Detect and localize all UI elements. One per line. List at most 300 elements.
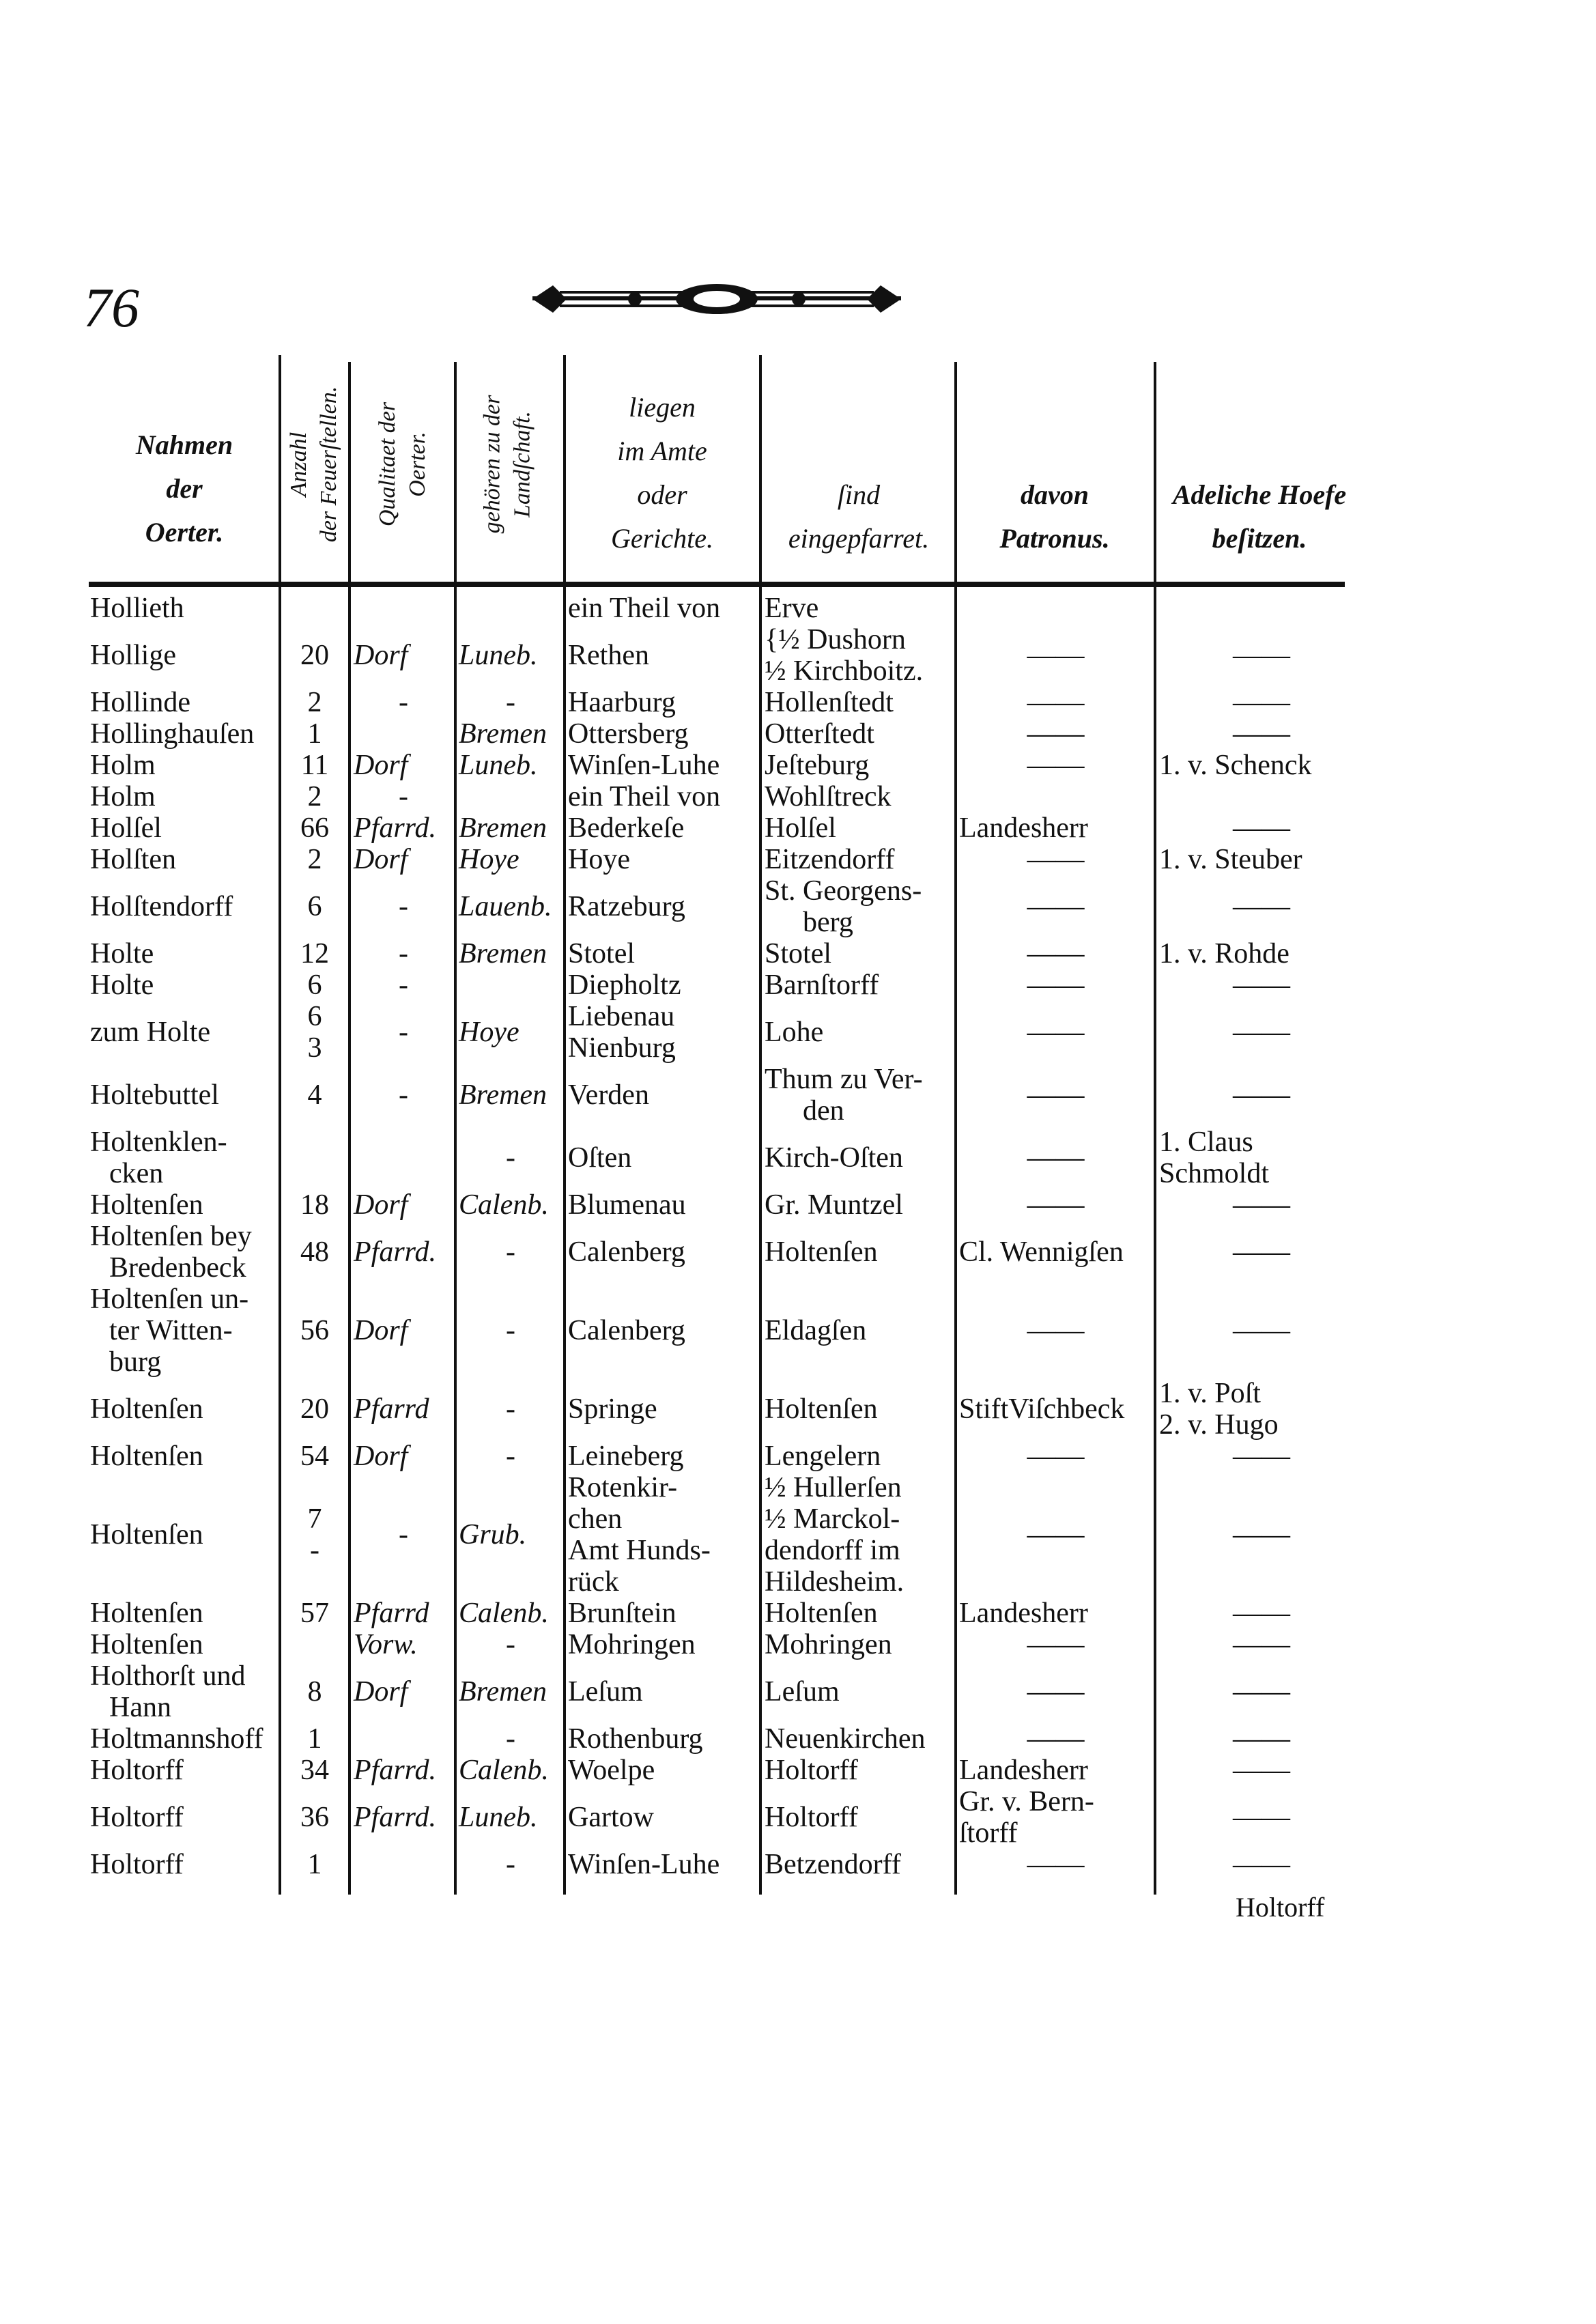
cell-line: —— [1233, 1629, 1290, 1660]
cell-hearths [283, 1723, 347, 1755]
cell-line: 4 [307, 1079, 322, 1111]
cell-line: Hann [109, 1692, 171, 1723]
header-amt-line2: im Amte [617, 436, 707, 466]
cell-parish [765, 687, 953, 718]
cell-name [90, 1079, 276, 1111]
cell-name [90, 1126, 276, 1189]
cell-province [459, 844, 562, 875]
cell-line: Kirch-Oſten [765, 1142, 903, 1174]
cell-line: Landesherr [959, 1598, 1088, 1629]
cell-line: - [506, 1849, 515, 1880]
cell-quality [354, 687, 453, 718]
cell-line: 7 [307, 1503, 322, 1535]
cell-line: 6 [307, 1001, 322, 1032]
cell-line: —— [1233, 640, 1290, 671]
cell-line: Leineberg [568, 1441, 684, 1472]
cell-quality [354, 750, 453, 781]
cell-line: Hollige [90, 640, 176, 671]
cell-hearths [283, 1001, 347, 1064]
cell-line: Hollenſtedt [765, 687, 894, 718]
cell-amt [568, 812, 758, 844]
cell-line: Brunſtein [568, 1598, 676, 1629]
header-quality [352, 362, 454, 567]
cell-line: Thum zu Ver- [765, 1064, 923, 1095]
cell-line: Landesherr [959, 1755, 1088, 1786]
cell-line: - [399, 1519, 408, 1550]
cell-line: Bremen [459, 938, 547, 969]
cell-line: den [803, 1095, 844, 1126]
cell-amt [568, 1802, 758, 1833]
cell-line: 48 [300, 1236, 329, 1268]
cell-parish [765, 1017, 953, 1048]
cell-patron [959, 640, 1152, 671]
cell-noble [1159, 1519, 1364, 1550]
cell-hearths [283, 1802, 347, 1833]
cell-name [90, 812, 276, 844]
cell-line: - [399, 687, 408, 718]
cell-name [90, 1598, 276, 1629]
cell-line: Pfarrd [354, 1598, 429, 1629]
cell-line: Hoye [459, 844, 519, 875]
cell-line: Holſtendorff [90, 891, 233, 922]
cell-amt [568, 1393, 758, 1425]
cell-noble [1159, 1755, 1364, 1786]
cell-noble [1159, 1236, 1364, 1268]
cell-parish [765, 781, 953, 812]
cell-amt [568, 1441, 758, 1472]
header-name-line3: Oerter. [145, 517, 224, 548]
cell-patron [959, 891, 1152, 922]
cell-noble [1159, 1676, 1364, 1707]
cell-line: Luneb. [459, 750, 538, 781]
cell-name [90, 1284, 276, 1378]
header-amt-line1: liegen [629, 392, 696, 423]
cell-line: 11 [300, 750, 329, 781]
cell-parish [765, 1676, 953, 1707]
cell-name [90, 891, 276, 922]
cell-line: —— [1027, 718, 1085, 750]
cell-noble [1159, 1126, 1364, 1189]
cell-line: Holtenſen [90, 1519, 203, 1550]
cell-parish [765, 1629, 953, 1660]
cell-line: Holte [90, 938, 154, 969]
cell-line: 1. v. Poſt [1159, 1378, 1261, 1409]
cell-line: Oſten [568, 1142, 632, 1174]
cell-line: - [399, 938, 408, 969]
cell-patron [959, 1723, 1152, 1755]
cell-noble [1159, 1017, 1364, 1048]
cell-line: Holtenſen un- [90, 1284, 249, 1315]
cell-amt [568, 750, 758, 781]
cell-parish [765, 1472, 953, 1598]
cell-line: Holtorff [90, 1802, 184, 1833]
cell-line: Bremen [459, 812, 547, 844]
cell-line: Calenb. [459, 1598, 549, 1629]
cell-province [459, 1802, 562, 1833]
cell-quality [354, 781, 453, 812]
cell-line: Holſel [765, 812, 836, 844]
cell-line: —— [1233, 1236, 1290, 1268]
cell-parish [765, 1393, 953, 1425]
cell-province [459, 1142, 562, 1174]
cell-line: Schmoldt [1159, 1158, 1270, 1189]
cell-amt [568, 781, 758, 812]
cell-province [459, 1315, 562, 1346]
cell-line: —— [1233, 1519, 1290, 1550]
cell-line: Luneb. [459, 1802, 538, 1833]
cell-line: 18 [300, 1189, 329, 1221]
cell-line: chen [568, 1503, 623, 1535]
cell-line: - [399, 891, 408, 922]
cell-line: —— [1027, 938, 1085, 969]
cell-amt [568, 1723, 758, 1755]
cell-line: Haarburg [568, 687, 676, 718]
cell-line: —— [1233, 1079, 1290, 1111]
cell-line: Holtenſen [90, 1598, 203, 1629]
cell-name [90, 781, 276, 812]
cell-line: - [506, 1723, 515, 1755]
cell-line: Rotenkir- [568, 1472, 678, 1503]
cell-line: cken [109, 1158, 164, 1189]
header-hearths-line1: Anzahl [286, 431, 312, 497]
cell-line: Dorf [354, 1441, 408, 1472]
cell-line: Calenb. [459, 1189, 549, 1221]
cell-line: Mohringen [568, 1629, 696, 1660]
cell-line: 3 [307, 1032, 322, 1064]
cell-line: Eitzendorff [765, 844, 895, 875]
cell-hearths [283, 1079, 347, 1111]
cell-line: Holtenſen [765, 1236, 878, 1268]
cell-line: Bremen [459, 718, 547, 750]
cell-quality [354, 844, 453, 875]
cell-name [90, 1849, 276, 1880]
cell-line: —— [1233, 718, 1290, 750]
cell-line: —— [1233, 812, 1290, 844]
cell-line: Diepholtz [568, 969, 681, 1001]
cell-patron [959, 1849, 1152, 1880]
cell-noble [1159, 812, 1364, 844]
cell-line: Winſen-Luhe [568, 750, 720, 781]
cell-hearths [283, 687, 347, 718]
header-parish-line2: eingepfarret. [788, 523, 930, 554]
cell-line: Ottersberg [568, 718, 689, 750]
header-parish-line1: ſind [837, 479, 881, 510]
column-rule-5 [759, 355, 762, 1895]
cell-line: Grub. [459, 1519, 527, 1550]
cell-name [90, 1393, 276, 1425]
cell-line: - [506, 1393, 515, 1425]
cell-line: —— [1027, 1629, 1085, 1660]
cell-line: Calenb. [459, 1755, 549, 1786]
cell-line: - [399, 1017, 408, 1048]
cell-parish [765, 1189, 953, 1221]
cell-line: —— [1027, 844, 1085, 875]
cell-line: StiftViſchbeck [959, 1393, 1125, 1425]
cell-patron [959, 969, 1152, 1001]
cell-line: Pfarrd. [354, 1755, 436, 1786]
header-rule [89, 582, 1345, 587]
cell-name [90, 1441, 276, 1472]
cell-line: Gr. v. Bern- [959, 1786, 1094, 1817]
cell-name [90, 1017, 276, 1048]
cell-amt [568, 969, 758, 1001]
cell-province [459, 718, 562, 750]
cell-quality [354, 969, 453, 1001]
cell-line: Hollinde [90, 687, 190, 718]
cell-line: Rothenburg [568, 1723, 703, 1755]
cell-province [459, 1393, 562, 1425]
cell-noble [1159, 1723, 1364, 1755]
cell-line: —— [1233, 1598, 1290, 1629]
cell-line: Calenberg [568, 1236, 685, 1268]
cell-noble [1159, 687, 1364, 718]
cell-province [459, 1723, 562, 1755]
cell-line: 2 [307, 844, 322, 875]
cell-line: Blumenau [568, 1189, 686, 1221]
cell-line: —— [1027, 969, 1085, 1001]
cell-line: zum Holte [90, 1017, 211, 1048]
cell-line: Holtenſen [90, 1629, 203, 1660]
cell-hearths [283, 1441, 347, 1472]
cell-hearths [283, 1315, 347, 1346]
cell-patron [959, 718, 1152, 750]
cell-name [90, 1723, 276, 1755]
header-province [456, 362, 558, 567]
cell-name [90, 1629, 276, 1660]
cell-line: —— [1233, 1441, 1290, 1472]
cell-line: —— [1233, 687, 1290, 718]
cell-line: Dorf [354, 1315, 408, 1346]
cell-province [459, 1849, 562, 1880]
cell-name [90, 844, 276, 875]
cell-line: Gr. Muntzel [765, 1189, 903, 1221]
cell-hearths [283, 640, 347, 671]
cell-line: Ratzeburg [568, 891, 685, 922]
cell-line: Holtenklen- [90, 1126, 227, 1158]
cell-quality [354, 1079, 453, 1111]
cell-name [90, 750, 276, 781]
cell-line: ein Theil von [568, 781, 721, 812]
header-parish [763, 473, 954, 561]
cell-name [90, 969, 276, 1001]
cell-line: Holtenſen [765, 1598, 878, 1629]
cell-hearths [283, 1676, 347, 1707]
cell-line: Luneb. [459, 640, 538, 671]
cell-line: Holthorſt und [90, 1660, 246, 1692]
cell-line: Otterſtedt [765, 718, 874, 750]
cell-province [459, 1519, 562, 1550]
cell-hearths [283, 1849, 347, 1880]
cell-line: - [506, 1142, 515, 1174]
cell-noble [1159, 1189, 1364, 1221]
cell-amt [568, 718, 758, 750]
cell-line: Eldagſen [765, 1315, 867, 1346]
cell-noble [1159, 718, 1364, 750]
header-name [96, 423, 273, 554]
cell-line: Holtenſen bey [90, 1221, 252, 1252]
cell-line: Springe [568, 1393, 657, 1425]
cell-line: —— [1027, 1849, 1085, 1880]
cell-patron [959, 1598, 1152, 1629]
cell-line: —— [1027, 1079, 1085, 1111]
cell-line: Stotel [765, 938, 832, 969]
cell-amt [568, 1189, 758, 1221]
cell-amt [568, 844, 758, 875]
cell-line: —— [1233, 1802, 1290, 1833]
cell-amt [568, 1142, 758, 1174]
cell-line: Lauenb. [459, 891, 552, 922]
cell-line: 6 [307, 891, 322, 922]
cell-line: Leſum [568, 1676, 643, 1707]
cell-quality [354, 1393, 453, 1425]
header-amt-line3: oder [637, 479, 687, 510]
cell-line: Vorw. [354, 1629, 418, 1660]
cell-quality [354, 1189, 453, 1221]
cell-line: 54 [300, 1441, 329, 1472]
cell-province [459, 1236, 562, 1268]
cell-patron [959, 1676, 1152, 1707]
cell-line: —— [1233, 1017, 1290, 1048]
cell-patron [959, 1755, 1152, 1786]
cell-line: Betzendorff [765, 1849, 901, 1880]
cell-line: Dorf [354, 1189, 408, 1221]
cell-line: Holtebuttel [90, 1079, 219, 1111]
cell-parish [765, 1849, 953, 1880]
cell-line: Holtenſen [90, 1189, 203, 1221]
cell-line: Bredenbeck [109, 1252, 246, 1284]
cell-line: —— [1233, 1676, 1290, 1707]
cell-line: Holm [90, 781, 156, 812]
cell-parish [765, 1441, 953, 1472]
cell-line: Lohe [765, 1017, 824, 1048]
cell-line: Dorf [354, 1676, 408, 1707]
cell-line: Holtmannshoff [90, 1723, 263, 1755]
cell-quality [354, 640, 453, 671]
cell-province [459, 938, 562, 969]
cell-line: {½ Dushorn [765, 624, 906, 655]
header-province-line1: gehören zu der [479, 395, 504, 534]
cell-line: dendorff im [765, 1535, 900, 1566]
cell-amt [568, 1629, 758, 1660]
cell-line: 1. Claus [1159, 1126, 1253, 1158]
cell-province [459, 1676, 562, 1707]
cell-line: 57 [300, 1598, 329, 1629]
cell-amt [568, 1472, 758, 1598]
cell-line: rück [568, 1566, 619, 1598]
cell-line: - [399, 781, 408, 812]
cell-line: —— [1027, 1519, 1085, 1550]
cell-line: Pfarrd. [354, 812, 436, 844]
cell-amt [568, 1849, 758, 1880]
cell-name [90, 1660, 276, 1723]
cell-line: —— [1027, 1676, 1085, 1707]
cell-line: —— [1233, 1189, 1290, 1221]
cell-parish [765, 812, 953, 844]
cell-line: 2 [307, 781, 322, 812]
cell-parish [765, 718, 953, 750]
cell-name [90, 687, 276, 718]
header-quality-line2: Oerter. [405, 431, 431, 497]
cell-province [459, 1189, 562, 1221]
cell-patron [959, 1629, 1152, 1660]
cell-hearths [283, 1598, 347, 1629]
cell-amt [568, 891, 758, 922]
cell-line: Pfarrd. [354, 1802, 436, 1833]
cell-line: 34 [300, 1755, 329, 1786]
cell-province [459, 1755, 562, 1786]
cell-quality [354, 1017, 453, 1048]
cell-province [459, 750, 562, 781]
cell-parish [765, 844, 953, 875]
cell-parish [765, 969, 953, 1001]
cell-parish [765, 875, 953, 938]
cell-amt [568, 640, 758, 671]
cell-line: burg [109, 1346, 162, 1378]
cell-line: Hoye [459, 1017, 519, 1048]
header-patron-line2: Patronus. [999, 523, 1110, 554]
cell-amt [568, 938, 758, 969]
cell-hearths [283, 844, 347, 875]
cell-patron [959, 1017, 1152, 1048]
column-rule-6 [954, 362, 957, 1895]
cell-line: 36 [300, 1802, 329, 1833]
cell-quality [354, 1519, 453, 1550]
cell-line: —— [1027, 750, 1085, 781]
cell-quality [354, 1802, 453, 1833]
cell-line: Dorf [354, 750, 408, 781]
cell-province [459, 812, 562, 844]
cell-quality [354, 1441, 453, 1472]
cell-amt [568, 687, 758, 718]
cell-line: Bremen [459, 1079, 547, 1111]
cell-noble [1159, 1315, 1364, 1346]
cell-line: Jeſteburg [765, 750, 870, 781]
cell-line: Holſel [90, 812, 162, 844]
cell-parish [765, 938, 953, 969]
cell-line: —— [1027, 640, 1085, 671]
cell-line: Verden [568, 1079, 649, 1111]
cell-name [90, 640, 276, 671]
cell-patron [959, 1189, 1152, 1221]
cell-line: —— [1233, 1755, 1290, 1786]
cell-line: - [506, 1236, 515, 1268]
cell-line: —— [1027, 891, 1085, 922]
cell-line: —— [1233, 1849, 1290, 1880]
cell-line: Holtenſen [90, 1393, 203, 1425]
column-rule-1 [279, 355, 281, 1895]
cell-patron [959, 1519, 1152, 1550]
cell-quality [354, 1629, 453, 1660]
cell-line: 56 [300, 1315, 329, 1346]
cell-line: Pfarrd [354, 1393, 429, 1425]
cell-province [459, 1441, 562, 1472]
cell-name [90, 1221, 276, 1284]
header-hearths [280, 362, 348, 567]
cell-hearths [283, 812, 347, 844]
cell-hearths [283, 1236, 347, 1268]
cell-name [90, 938, 276, 969]
cell-line: Holte [90, 969, 154, 1001]
cell-line: Gartow [568, 1802, 654, 1833]
cell-line: ein Theil von [568, 593, 721, 624]
header-hearths-line2: der Feuerſtellen. [316, 386, 342, 543]
cell-line: 1. v. Steuber [1159, 844, 1302, 875]
cell-line: Holtorff [90, 1755, 184, 1786]
column-rule-3 [454, 362, 457, 1895]
cell-province [459, 1598, 562, 1629]
cell-line: —— [1233, 891, 1290, 922]
header-patron-line1: davon [1021, 479, 1089, 510]
